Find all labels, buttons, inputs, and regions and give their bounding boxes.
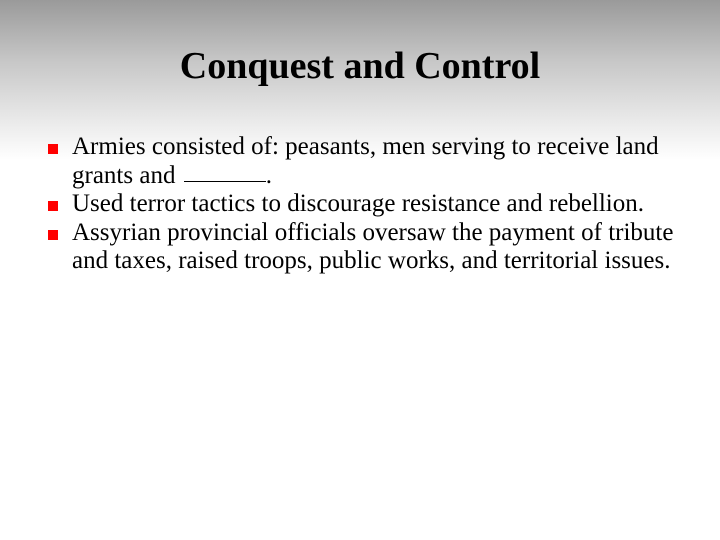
square-bullet-icon — [48, 230, 58, 240]
bullet-text: Assyrian provincial officials oversaw the payment of tribute and taxes, raised troops, public works, and territorial issues. — [72, 218, 674, 274]
bullet-item — [48, 133, 688, 190]
square-bullet-icon — [48, 201, 58, 211]
bullet-list — [48, 133, 688, 276]
square-bullet-icon — [48, 144, 58, 154]
fill-in-blank — [184, 181, 266, 182]
bullet-text-end: . — [265, 161, 272, 189]
bullet-text: Used terror tactics to discourage resistance and rebellion. — [72, 190, 644, 217]
bullet-item — [48, 219, 688, 276]
bullet-item — [48, 190, 688, 219]
slide-title: Conquest and Control — [179, 45, 541, 87]
bullet-text: Armies consisted of: peasants, men serving to receive land grants and — [72, 133, 659, 189]
